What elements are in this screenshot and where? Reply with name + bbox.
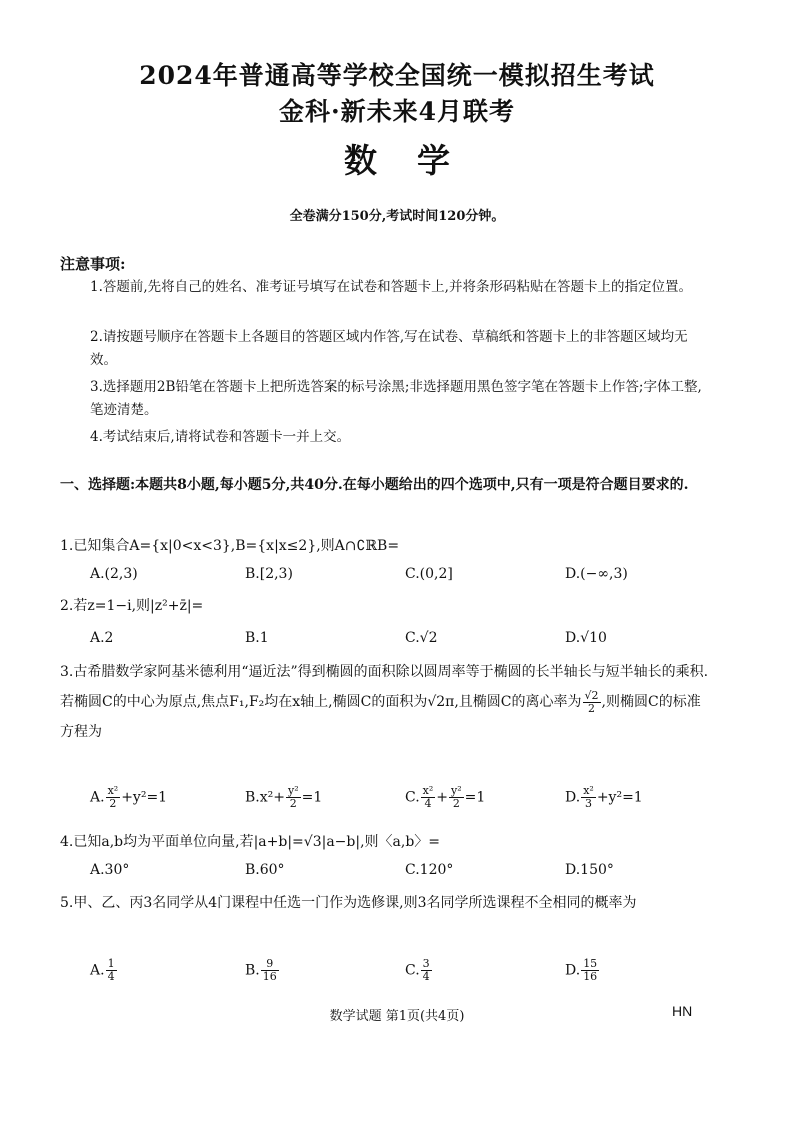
question-4-option-b: B.60° [245, 862, 285, 878]
section-heading: 一、选择题:本题共8小题,每小题5分,共40分.在每小题给出的四个选项中,只有一项是符合题目要求的. [60, 477, 689, 493]
question-4-stem: 4.已知a,b均为平面单位向量,若|a+b|=√3|a−b|,则〈a,b〉= [60, 834, 441, 850]
note-item: 2.请按题号顺序在答题卡上各题目的答题区域内作答,写在试卷、草稿纸和答题卡上的非答题区域均无效。 [90, 329, 688, 368]
question-1-stem: 1.已知集合A={x|0<x<3},B={x|x≤2},则A∩∁ℝB= [60, 538, 400, 554]
question-3-stem-text: 3.古希腊数学家阿基米德利用“逼近法”得到椭圆的面积除以圆周率等于椭圆的长半轴长与短半轴长的乘积.若椭圆C的中心为原点,焦点F₁,F₂均在x轴上,椭圆C的面积为√2π,且椭圆C的离心率为 [60, 664, 709, 710]
page-footer: 数学试题 第1页(共4页) [329, 1009, 465, 1024]
exam-title: 2024年普通高等学校全国统一模拟招生考试 [139, 61, 655, 90]
question-2-stem: 2.若z=1−i,则|z²+z̄|= [60, 598, 204, 614]
question-5-stem: 5.甲、乙、丙3名同学从4门课程中任选一门作为选修课,则3名同学所选课程不全相同的概率为 [60, 895, 637, 911]
question-4-option-c: C.120° [405, 862, 454, 878]
exam-meta: 全卷满分150分,考试时间120分钟。 [289, 209, 505, 224]
question-3-option-d: D. $\frac{\text{x²}}{3}$ +y²=1 [565, 784, 643, 810]
note-item: 1.答题前,先将自己的姓名、准考证号填写在试卷和答题卡上,并将条形码粘贴在答题卡上的指定位置。 [90, 279, 692, 295]
subject-title: 数学 [344, 141, 490, 180]
question-3-option-b: B.x²+ $\frac{\text{y²}}{2}$ =1 [245, 784, 323, 810]
question-3-option-a: A. $\frac{\text{x²}}{2}$ +y²=1 [90, 784, 168, 810]
question-3-option-c: C. $\frac{\text{x²}}{4}$ + $\frac{\text{y²}}{2}$ =1 [405, 784, 486, 810]
region-code: HN [672, 1003, 693, 1019]
question-2-option-c: C.√2 [405, 630, 438, 646]
note-item: 4.考试结束后,请将试卷和答题卡一并上交。 [90, 429, 351, 445]
question-5-option-c: C. $\frac{3}{4}$ [405, 957, 430, 983]
question-1-option-c: C.(0,2] [405, 566, 453, 582]
question-3-stem-end: ,则椭圆C的标准方程为 [60, 694, 701, 740]
question-5-option-a: A. $\frac{1}{4}$ [90, 957, 115, 983]
question-2-option-b: B.1 [245, 630, 269, 646]
exam-subtitle: 金科·新未来4月联考 [278, 97, 516, 126]
question-4-option-a: A.30° [90, 862, 130, 878]
question-2-option-d: D.√10 [565, 630, 607, 646]
question-1-option-b: B.[2,3) [245, 566, 293, 582]
question-3-stem [60, 657, 710, 747]
question-1-option-d: D.(−∞,3) [565, 566, 628, 582]
notes-title: 注意事项: [60, 255, 126, 273]
question-2-option-a: A.2 [90, 630, 114, 646]
question-1-option-a: A.(2,3) [90, 566, 138, 582]
question-5-option-b: B. $\frac{9}{16}$ [245, 957, 277, 983]
question-3-eccentricity-fraction: $\frac{√2}{2}$ [584, 688, 599, 715]
note-item: 3.选择题用2B铅笔在答题卡上把所选答案的标号涂黑;非选择题用黑色签字笔在答题卡上作答;字体工整,笔迹清楚。 [90, 379, 702, 418]
question-4-option-d: D.150° [565, 862, 614, 878]
question-5-option-d: D. $\frac{15}{16}$ [565, 957, 598, 983]
